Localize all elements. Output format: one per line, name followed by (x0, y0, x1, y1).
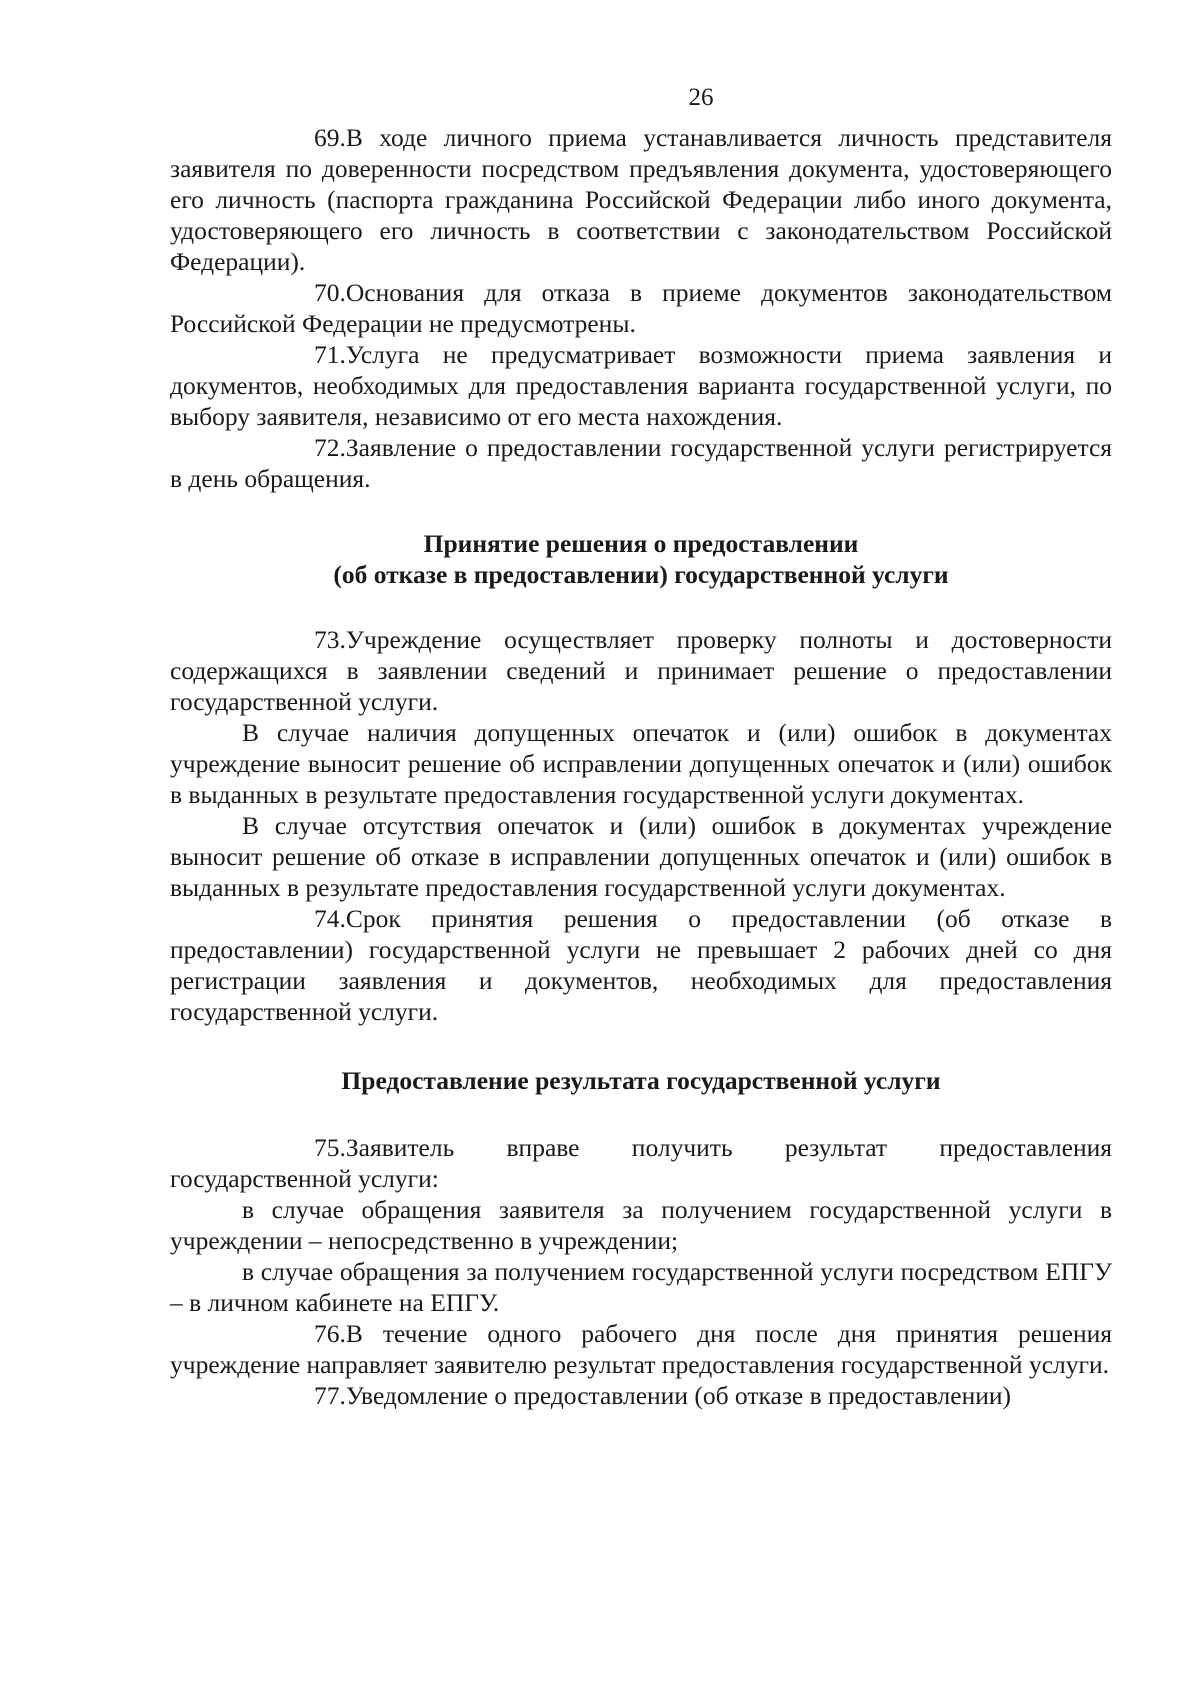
paragraph-number: 70. (314, 278, 346, 307)
paragraph-text: Услуга не предусматривает возможности приема заявления и документов, необходимых для предоставления варианта государственной услуги, по выбору заявителя, независимо от его места нахождения. (170, 340, 1112, 431)
paragraph-75 (170, 1132, 1112, 1194)
paragraph-70 (170, 277, 1112, 339)
paragraph-73-no-errors (170, 810, 1112, 903)
section-heading-line: Предоставление результата государственной услуги (341, 1066, 941, 1095)
paragraph-number: 75. (314, 1133, 346, 1162)
paragraph-text: Уведомление о предоставлении (об отказе в предоставлении) (345, 1381, 1012, 1410)
paragraph-text: Учреждение осуществляет проверку полноты и достоверности содержащихся в заявлении сведений и принимает решение о предоставлении государственной услуги. (170, 625, 1112, 716)
paragraph-text: в случае обращения заявителя за получением государственной услуги в учреждении – непосредственно в учреждении; (170, 1195, 1112, 1255)
paragraph-69 (170, 122, 1112, 277)
paragraph-73-errors (170, 717, 1112, 810)
paragraph-number: 74. (314, 904, 346, 933)
paragraph-text: в случае обращения за получением государственной услуги посредством ЕПГУ – в личном кабинете на ЕПГУ. (170, 1257, 1112, 1317)
paragraph-number: 71. (314, 340, 346, 369)
paragraph-number: 76. (314, 1319, 346, 1348)
section-heading-line: (об отказе в предоставлении) государственной услуги (333, 560, 949, 589)
section-heading-result (170, 1065, 1112, 1096)
paragraph-71 (170, 339, 1112, 432)
paragraph-text: В течение одного рабочего дня после дня принятия решения учреждение направляет заявителю результат предоставления государственной услуги. (170, 1319, 1112, 1379)
paragraph-text: Заявитель вправе получить результат предоставления государственной услуги: (170, 1133, 1112, 1193)
paragraph-text: Срок принятия решения о предоставлении (об отказе в предоставлении) государственной услуги не превышает 2 рабочих дней со дня регистрации заявления и документов, необходимых для предоставления государственной услуги. (170, 904, 1112, 1026)
paragraph-74 (170, 903, 1112, 1027)
paragraph-76 (170, 1318, 1112, 1380)
paragraph-text: В ходе личного приема устанавливается личность представителя заявителя по доверенности посредством предъявления документа, удостоверяющего его личность (паспорта гражданина Российской Федерации либо иного документа, удостоверяющего его личность в соответствии с законодательством Российской Федерации). (170, 123, 1112, 276)
section-heading-line: Принятие решения о предоставлении (423, 529, 859, 558)
paragraph-text: В случае наличия допущенных опечаток и (или) ошибок в документах учреждение выносит решение об исправлении допущенных опечаток и (или) ошибок в выданных в результате предоставления государственной услуги документах. (170, 718, 1112, 809)
paragraph-number: 77. (314, 1381, 346, 1410)
paragraph-73 (170, 624, 1112, 717)
paragraph-text: В случае отсутствия опечаток и (или) ошибок в документах учреждение выносит решение об отказе в исправлении допущенных опечаток и (или) ошибок в выданных в результате предоставления государственной услуги документах. (170, 811, 1112, 902)
paragraph-number: 73. (314, 625, 346, 654)
paragraph-75-epgu (170, 1256, 1112, 1318)
paragraph-number: 72. (314, 433, 346, 462)
paragraph-72 (170, 432, 1112, 494)
paragraph-text: Основания для отказа в приеме документов законодательством Российской Федерации не предусмотрены. (170, 278, 1112, 338)
paragraph-text: Заявление о предоставлении государственной услуги регистрируется в день обращения. (170, 433, 1112, 493)
section-heading-decision (170, 528, 1112, 590)
paragraph-77 (170, 1380, 1112, 1411)
paragraph-75-office (170, 1194, 1112, 1256)
paragraph-number: 69. (314, 123, 346, 152)
page-number: 26 (688, 84, 714, 111)
